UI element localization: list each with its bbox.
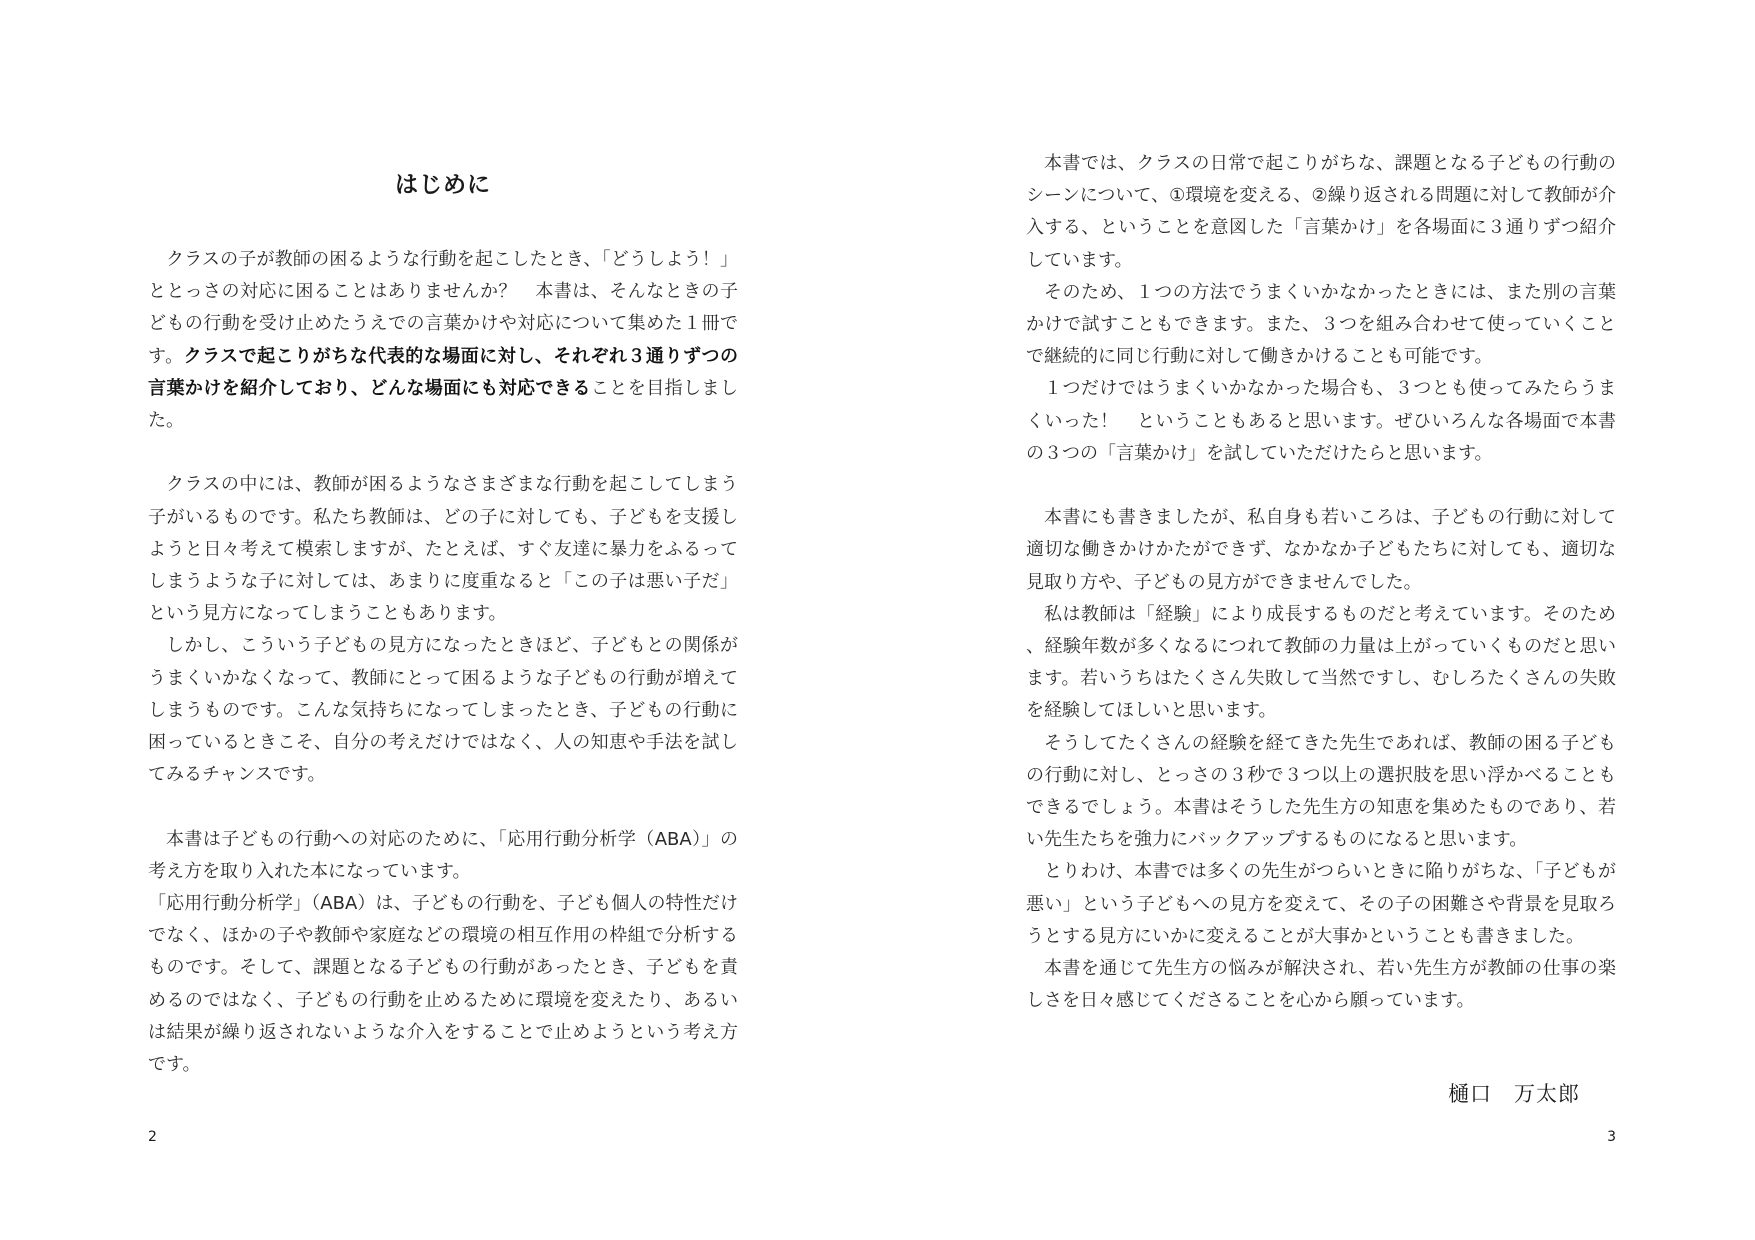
paragraph-use-all-three: １つだけではうまくいかなかった場合も、３つとも使ってみたらうまくいった！ ということもあると思います。ぜひいろんな各場面で本書の３つの「言葉かけ」を試していただけたらと思います。 [1026, 378, 1616, 464]
paragraph-try-another: そのため、１つの方法でうまくいかなかったときには、また別の言葉かけで試すこともできます。また、３つを組み合わせて使っていくことで継続的に同じ行動に対して働きかけることも可能です。 [1026, 281, 1616, 368]
left-page-body [148, 244, 738, 1081]
intro-bold-text: クラスで起こりがちな代表的な場面に対し、それぞれ３通りずつの言葉かけを紹介しており、どんな場面にも対応できる [148, 345, 738, 399]
paragraph-book-scenes: 本書では、クラスの日常で起こりがちな、課題となる子どもの行動のシーンについて、①環境を変える、②繰り返される問題に対して教師が介入する、ということを意図した「言葉かけ」を各場面に３通りずつ紹介しています。 [1026, 153, 1616, 271]
page-title: はじめに [395, 172, 491, 198]
paragraph-gap [148, 437, 738, 469]
paragraph-class-behavior: クラスの中には、教師が困るようなさまざまな行動を起こしてしまう子がいるものです。私たち教師は、どの子に対しても、子どもを支援しようと日々考えて模索しますが、たとえば、すぐ友達に暴力をふるってしまうような子に対しては、あまりに度重なると「この子は悪い子だ」という見方になってしまうこともあります。 [148, 474, 738, 625]
paragraph-aba-definition: 「応用行動分析学」（ABA）は、子どもの行動を、子ども個人の特性だけでなく、ほかの子や教師や家庭などの環境の相互作用の枠組で分析するものです。そして、課題となる子どもの行動があったとき、子どもを責めるのではなく、子どもの行動を止めるために環境を変えたり、あるいは結果が繰り返されないような介入をすることで止めようという考え方です。 [148, 893, 738, 1076]
paragraph-gap [148, 791, 738, 823]
paragraph-aba-intro: 本書は子どもの行動への対応のために、「応用行動分析学（ABA）」の考え方を取り入れた本になっています。 [148, 828, 738, 882]
paragraph-experience: 私は教師は「経験」により成長するものだと考えています。そのため、経験年数が多くなるにつれて教師の力量は上がっていくものだと思います。若いうちはたくさん失敗して当然ですし、むしろたくさんの失敗を経験してほしいと思います。 [1026, 603, 1616, 722]
intro-text-start: クラスの子が教師の困るような行動を起こしたとき、「どうしよう！」ととっさの対応に困ることはありませんか？ 本書は、そんなときの子どもの行動を受け止めたうえでの言葉かけや対応について集めた１冊です。 [148, 249, 738, 367]
right-page-body [1026, 148, 1616, 1017]
paragraph-three-seconds: そうしてたくさんの経験を経てきた先生であれば、教師の困る子どもの行動に対し、とっさの３秒で３つ以上の選択肢を思い浮かべることもできるでしょう。本書はそうした先生方の知恵を集めたものであり、若い先生たちを強力にバックアップするものになると思います。 [1026, 732, 1616, 851]
paragraph-change-view: とりわけ、本書では多くの先生がつらいときに陥りがちな、「子どもが悪い」という子どもへの見方を変えて、その子の困難さや背景を見取ろうとする見方にいかに変えることが大事かということも書きました。 [1026, 861, 1616, 947]
right-page [1026, 0, 1616, 1240]
intro-text-end: ことを目指しました。 [148, 377, 739, 432]
paragraph-relationship: しかし、こういう子どもの見方になったときほど、子どもとの関係がうまくいかなくなって、教師にとって困るような子どもの行動が増えてしまうものです。こんな気持ちになってしまったとき、子どもの行動に困っているときこそ、自分の考えだけではなく、人の知恵や手法を試してみるチャンスです。 [148, 635, 738, 786]
paragraph-intro [148, 244, 738, 437]
left-page [148, 0, 738, 1240]
paragraph-closing-wish: 本書を通じて先生方の悩みが解決され、若い先生方が教師の仕事の楽しさを日々感じてくださることを心から願っています。 [1026, 958, 1616, 1012]
page-number: 2 [148, 1129, 157, 1145]
paragraph-author-youth: 本書にも書きましたが、私自身も若いころは、子どもの行動に対して適切な働きかけかたができず、なかなか子どもたちに対しても、適切な見取り方や、子どもの見方ができませんでした。 [1026, 507, 1616, 593]
author-signature: 樋口 万太郎 [1448, 1082, 1580, 1106]
paragraph-gap [1026, 470, 1616, 502]
page-number: 3 [1607, 1129, 1616, 1145]
